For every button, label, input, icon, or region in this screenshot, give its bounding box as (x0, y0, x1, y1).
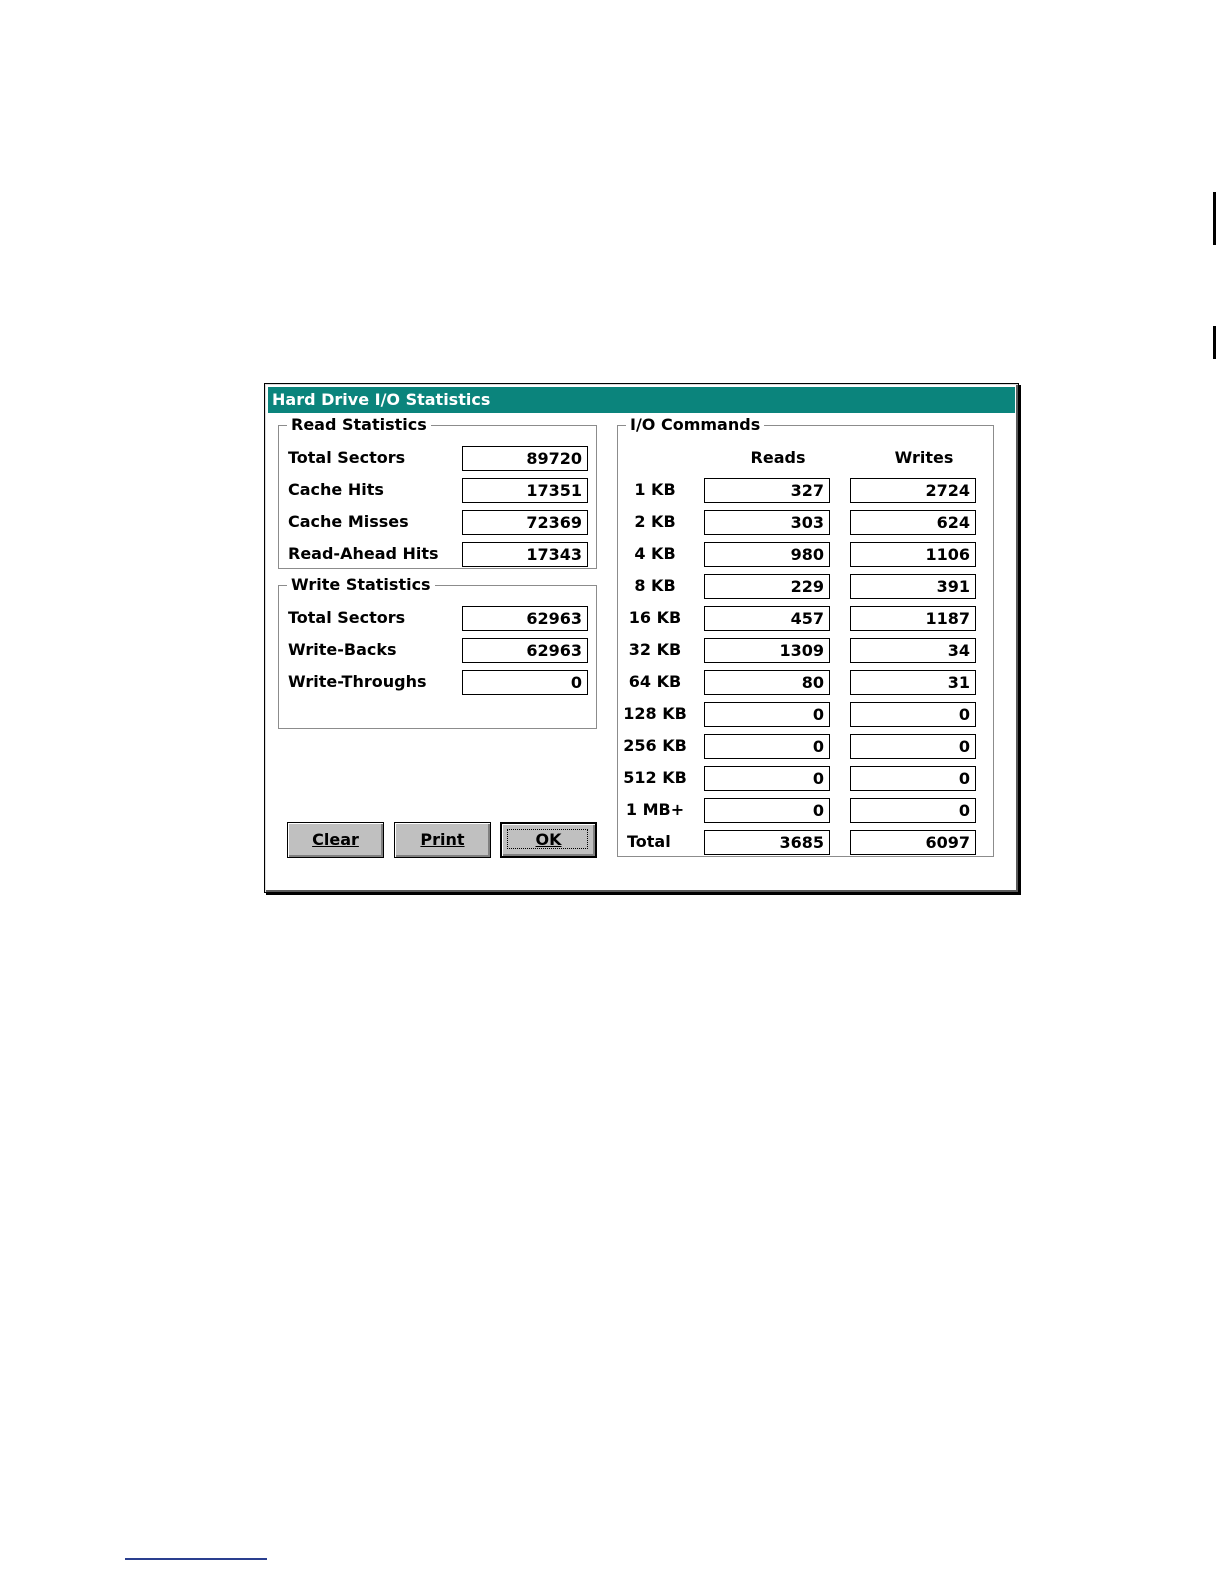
cache-misses-label: Cache Misses (288, 512, 409, 531)
reads-32kb-field: 1309 (704, 638, 830, 663)
read-ahead-hits-field: 17343 (462, 542, 588, 567)
reads-64kb-field: 80 (704, 670, 830, 695)
write-total-sectors-field: 62963 (462, 606, 588, 631)
reads-256kb-field: 0 (704, 734, 830, 759)
print-button-label: Print (420, 830, 465, 849)
size-label-2kb: 2 KB (634, 512, 676, 531)
change-bar (1213, 326, 1216, 359)
reads-512kb-field: 0 (704, 766, 830, 791)
change-bar (1213, 192, 1216, 245)
total-writes-field: 6097 (850, 830, 976, 855)
reads-2kb-field: 303 (704, 510, 830, 535)
reads-column-header: Reads (750, 448, 806, 467)
read-statistics-legend: Read Statistics (287, 415, 431, 435)
clear-button-label: Clear (312, 830, 359, 849)
size-label-256kb: 256 KB (623, 736, 687, 755)
writes-4kb-field: 1106 (850, 542, 976, 567)
size-label-16kb: 16 KB (628, 608, 682, 627)
write-statistics-legend: Write Statistics (287, 575, 435, 595)
size-label-32kb: 32 KB (628, 640, 682, 659)
writes-64kb-field: 31 (850, 670, 976, 695)
reads-128kb-field: 0 (704, 702, 830, 727)
ok-button-label: OK (535, 830, 562, 849)
footnote-rule (125, 1558, 267, 1560)
reads-1mb-plus-field: 0 (704, 798, 830, 823)
size-label-8kb: 8 KB (634, 576, 676, 595)
write-throughs-label: Write-Throughs (288, 672, 427, 691)
cache-hits-label: Cache Hits (288, 480, 384, 499)
reads-4kb-field: 980 (704, 542, 830, 567)
io-commands-group (617, 415, 994, 857)
total-reads-field: 3685 (704, 830, 830, 855)
clear-button[interactable] (287, 822, 384, 858)
hard-drive-io-statistics-dialog (264, 383, 1019, 893)
dialog-title-bar: Hard Drive I/O Statistics (268, 387, 1015, 413)
write-throughs-field: 0 (462, 670, 588, 695)
writes-8kb-field: 391 (850, 574, 976, 599)
cache-hits-field: 17351 (462, 478, 588, 503)
writes-32kb-field: 34 (850, 638, 976, 663)
write-backs-label: Write-Backs (288, 640, 397, 659)
read-ahead-hits-label: Read-Ahead Hits (288, 544, 439, 563)
write-backs-field: 62963 (462, 638, 588, 663)
ok-button[interactable] (500, 822, 597, 858)
read-total-sectors-field: 89720 (462, 446, 588, 471)
writes-16kb-field: 1187 (850, 606, 976, 631)
size-label-64kb: 64 KB (628, 672, 682, 691)
writes-2kb-field: 624 (850, 510, 976, 535)
write-total-sectors-label: Total Sectors (288, 608, 406, 627)
reads-1kb-field: 327 (704, 478, 830, 503)
reads-16kb-field: 457 (704, 606, 830, 631)
size-label-128kb: 128 KB (623, 704, 687, 723)
size-label-1mb-plus: 1 MB+ (625, 800, 685, 819)
size-label-4kb: 4 KB (634, 544, 676, 563)
io-commands-legend: I/O Commands (626, 415, 764, 435)
size-label-1kb: 1 KB (634, 480, 676, 499)
cache-misses-field: 72369 (462, 510, 588, 535)
print-button[interactable] (394, 822, 491, 858)
writes-1mb-plus-field: 0 (850, 798, 976, 823)
writes-128kb-field: 0 (850, 702, 976, 727)
writes-256kb-field: 0 (850, 734, 976, 759)
writes-1kb-field: 2724 (850, 478, 976, 503)
reads-8kb-field: 229 (704, 574, 830, 599)
writes-512kb-field: 0 (850, 766, 976, 791)
total-label: Total (627, 832, 671, 851)
read-total-sectors-label: Total Sectors (288, 448, 406, 467)
writes-column-header: Writes (894, 448, 954, 467)
read-statistics-group (278, 415, 597, 569)
size-label-512kb: 512 KB (623, 768, 687, 787)
write-statistics-group (278, 575, 597, 729)
